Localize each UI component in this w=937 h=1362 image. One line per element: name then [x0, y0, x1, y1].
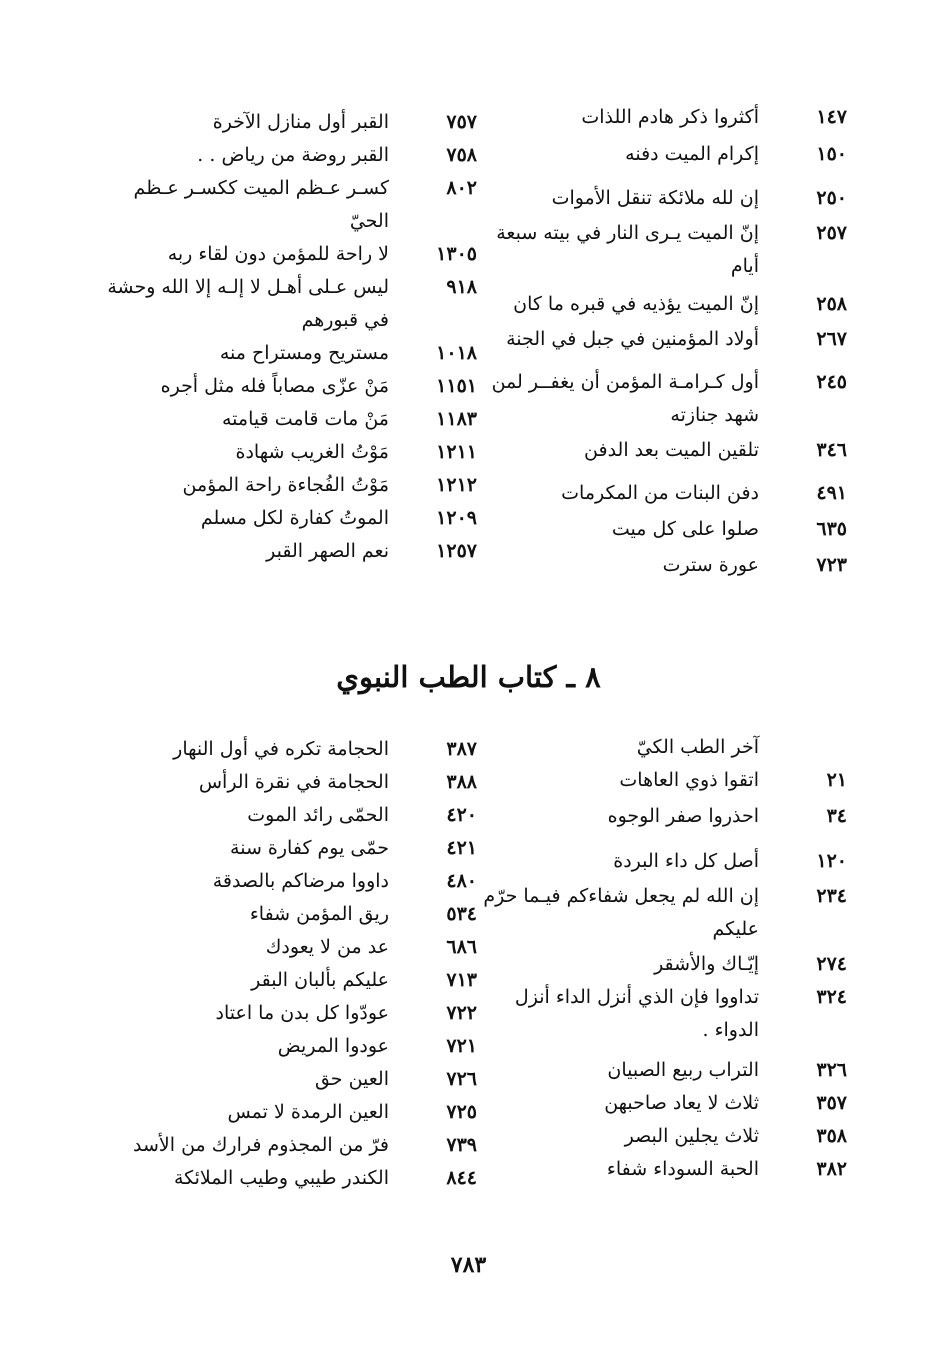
section2-left-column [107, 733, 477, 1195]
page-ref: ٣٨٨ [446, 771, 477, 793]
entry-text: إكرام الميت دفنه [625, 143, 759, 165]
index-entry [107, 1162, 477, 1195]
entry-text: الحجامة تكره في أول النهار [173, 738, 389, 760]
index-entry [477, 513, 847, 546]
entry-text: اتقوا ذوي العاهات [619, 769, 759, 791]
page-ref: ٢٥٨ [816, 293, 847, 315]
entry-text: إن الله لم يجعل شفاءكم فيـما حرّم عليكم [483, 885, 759, 940]
index-entry [107, 403, 477, 436]
entry-text: مَوْتُ الفُجاءة راحة المؤمن [182, 474, 389, 496]
index-entry [477, 948, 847, 981]
page-ref: ٤٨٠ [446, 870, 477, 892]
page-ref: ١٥٠ [816, 143, 847, 165]
index-entry [107, 535, 477, 568]
entry-text: عودّوا كل بدن ما اعتاد [215, 1002, 389, 1024]
entry-text: عد من لا يعودك [265, 936, 389, 958]
index-entry [107, 1129, 477, 1162]
page-ref: ٨٠٢ [446, 177, 477, 199]
entry-text: إيّـاك والأشقر [654, 953, 759, 975]
page-ref: ٦٣٥ [816, 518, 847, 540]
page-ref: ١١٥١ [436, 375, 477, 397]
page-ref: ٣٤٦ [816, 439, 847, 461]
page-ref: ٢٧٤ [816, 953, 847, 975]
index-entry [107, 106, 477, 139]
entry-text: الحمّى رائد الموت [247, 804, 389, 826]
entry-text: إنّ الميت يؤذيه في قبره ما كان [513, 293, 759, 315]
index-entry [107, 964, 477, 997]
page-ref: ٤٢١ [446, 837, 477, 859]
index-entry [477, 845, 847, 878]
entry-text: التراب ربيع الصبيان [607, 1059, 759, 1081]
index-entry [477, 182, 847, 215]
entry-text: تداووا فإن الذي أنزل الداء أنزل الدواء . [514, 986, 759, 1041]
index-entry [107, 172, 477, 238]
index-entry [477, 477, 847, 510]
page-ref: ١١٨٣ [436, 408, 477, 430]
index-entry [477, 1153, 847, 1186]
section1-right-column [477, 101, 847, 582]
index-entry [477, 323, 847, 356]
page-ref: ٦٨٦ [446, 936, 477, 958]
index-entry [477, 1120, 847, 1153]
page-ref: ٧٢٦ [446, 1068, 477, 1090]
page-ref: ١٠١٨ [436, 342, 477, 364]
index-entry [477, 217, 847, 283]
index-entry [477, 138, 847, 171]
page-ref: ٧٥٨ [446, 144, 477, 166]
entry-text: العين حق [314, 1068, 389, 1090]
entry-text: نعم الصهر القبر [266, 540, 389, 562]
entry-text: أولاد المؤمنين في جبل في الجنة [506, 328, 759, 350]
index-entry [477, 800, 847, 833]
entry-text: أصل كل داء البردة [613, 850, 759, 872]
page-ref: ٧٢٣ [816, 554, 847, 576]
index-entry [477, 101, 847, 134]
index-entry [107, 436, 477, 469]
index-entry [107, 733, 477, 766]
page-ref: ٤٢٠ [446, 804, 477, 826]
index-entry [107, 1063, 477, 1096]
chapter-heading: ٨ ـ كتاب الطب النبوي [336, 660, 601, 694]
index-entry [107, 832, 477, 865]
entry-text: آخر الطب الكيّ [636, 736, 759, 758]
index-entry [107, 337, 477, 370]
index-entry [477, 764, 847, 797]
entry-text: الحجامة في نقرة الرأس [198, 771, 389, 793]
index-entry [107, 898, 477, 931]
entry-text: ليس عـلى أهـل لا إلـه إلا الله وحشة في قبورهم [107, 276, 389, 331]
section2-right-column [477, 731, 847, 1186]
index-entry [107, 370, 477, 403]
index-entry [477, 880, 847, 946]
page-ref: ٧٢٥ [446, 1101, 477, 1123]
page-ref: ٣٢٤ [816, 986, 847, 1008]
page-ref: ٣٨٧ [446, 738, 477, 760]
entry-text: صلوا على كل ميت [611, 518, 759, 540]
page-ref: ٣٥٧ [816, 1092, 847, 1114]
page-ref: ٨٤٤ [446, 1167, 477, 1189]
entry-text: أكثروا ذكر هادم اللذات [581, 106, 759, 128]
index-entry [107, 997, 477, 1030]
page-ref: ٩١٨ [446, 276, 477, 298]
entry-text: عليكم بألبان البقر [251, 969, 389, 991]
index-entry [107, 1030, 477, 1063]
entry-text: الحبة السوداء شفاء [606, 1158, 759, 1180]
page-ref: ٥٣٤ [446, 903, 477, 925]
index-entry [107, 502, 477, 535]
entry-text: العين الرمدة لا تمس [227, 1101, 389, 1123]
page-ref: ٢٤٥ [816, 371, 847, 393]
entry-text: تلقين الميت بعد الدفن [584, 439, 759, 461]
entry-text: ريق المؤمن شفاء [249, 903, 389, 925]
index-entry [477, 434, 847, 467]
page-ref: ٧٥٧ [446, 111, 477, 133]
page-ref: ١٢١٢ [436, 474, 477, 496]
page-ref: ٧٢١ [446, 1035, 477, 1057]
entry-text: عودوا المريض [277, 1035, 389, 1057]
page-ref: ٧٣٩ [446, 1134, 477, 1156]
page-ref: ١٣٠٥ [436, 243, 477, 265]
entry-text: عورة سترت [662, 554, 759, 576]
entry-text: حمّى يوم كفارة سنة [230, 837, 389, 859]
page-ref: ٢١ [826, 769, 847, 791]
entry-text: كسـر عـظم الميت ككسـر عـظم الحيّ [133, 177, 389, 232]
entry-text: مَوْتُ الغريب شهادة [235, 441, 389, 463]
page-ref: ١٢٠ [816, 850, 847, 872]
entry-text: فرّ من المجذوم فرارك من الأسد [133, 1134, 389, 1156]
index-entry [477, 366, 847, 432]
entry-text: لا راحة للمؤمن دون لقاء ربه [167, 243, 389, 265]
index-entry [107, 238, 477, 271]
entry-text: دفن البنات من المكرمات [561, 482, 759, 504]
index-entry [477, 1054, 847, 1087]
entry-text: الكندر طيبي وطيب الملائكة [173, 1167, 389, 1189]
page-ref: ٢٣٤ [816, 885, 847, 907]
page-ref: ١٤٧ [816, 106, 847, 128]
entry-text: الموتُ كفارة لكل مسلم [200, 507, 389, 529]
index-entry [477, 731, 847, 764]
section1-left-column [107, 106, 477, 568]
index-entry [107, 799, 477, 832]
entry-text: القبر روضة من رياض . . [197, 144, 389, 166]
page-ref: ١٢٠٩ [436, 507, 477, 529]
page-ref: ٣٨٢ [816, 1158, 847, 1180]
index-entry [107, 469, 477, 502]
index-entry [477, 1087, 847, 1120]
entry-text: أول كـرامـة المؤمن أن يغفــر لمن شهد جنازته [491, 371, 759, 426]
entry-text: مَنْ عزّى مصاباً فله مثل أجره [160, 375, 389, 397]
entry-text: ثلاث يجلين البصر [624, 1125, 759, 1147]
entry-text: احذروا صفر الوجوه [607, 805, 759, 827]
page-ref: ٧١٣ [446, 969, 477, 991]
index-entry [107, 1096, 477, 1129]
index-entry [107, 931, 477, 964]
page-number: ٧٨٣ [450, 1252, 487, 1278]
page-ref: ٢٦٧ [816, 328, 847, 350]
index-entry [107, 766, 477, 799]
entry-text: ثلاث لا يعاد صاحبهن [604, 1092, 759, 1114]
index-entry [107, 271, 477, 337]
index-entry [477, 549, 847, 582]
entry-text: القبر أول منازل الآخرة [212, 111, 389, 133]
page-ref: ٧٢٢ [446, 1002, 477, 1024]
entry-text: مستريح ومستراح منه [219, 342, 389, 364]
entry-text: داووا مرضاكم بالصدقة [212, 870, 389, 892]
page-ref: ٤٩١ [816, 482, 847, 504]
entry-text: إن لله ملائكة تنقل الأموات [551, 187, 759, 209]
index-entry [107, 865, 477, 898]
index-entry [477, 288, 847, 321]
page-ref: ١٢٥٧ [436, 540, 477, 562]
page-ref: ٣٥٨ [816, 1125, 847, 1147]
entry-text: مَنْ مات قامت قيامته [221, 408, 389, 430]
page-ref: ٢٥٠ [816, 187, 847, 209]
page-ref: ٢٥٧ [816, 222, 847, 244]
page-ref: ١٢١١ [436, 441, 477, 463]
page-ref: ٣٤ [826, 805, 847, 827]
entry-text: إنّ الميت يـرى النار في بيته سبعة أيام [496, 222, 759, 277]
index-entry [477, 981, 847, 1047]
page-ref: ٣٢٦ [816, 1059, 847, 1081]
index-entry [107, 139, 477, 172]
